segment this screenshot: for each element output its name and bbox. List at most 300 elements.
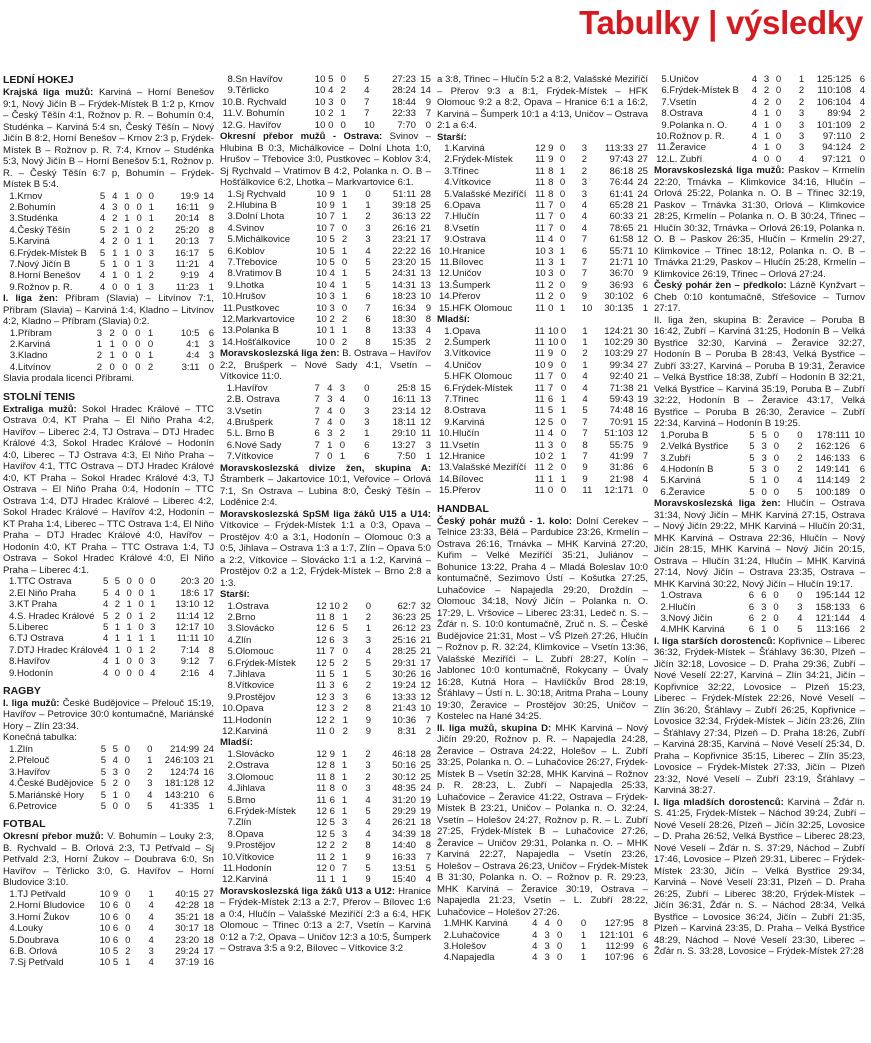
standings-overtime: [354, 257, 365, 268]
standings-team-name: Frýdek-Místek: [235, 805, 296, 817]
standings-losses: 5: [364, 74, 370, 85]
standings-row: [437, 143, 648, 154]
standings-overtime: [137, 946, 148, 957]
standings-wins: 6: [112, 923, 119, 935]
standings-row: [3, 213, 214, 224]
standings-overtime: [572, 417, 582, 428]
standings-team-name: Karviná: [17, 236, 50, 248]
standings-losses: 0: [580, 918, 587, 930]
results-text: Kopřivnice – Liberec 36:32, Frýdek-Místek – Šťáhlavy 36:30, Plzeň – Jičín 32:18, Lovosice – D. Praha 29:36, Zubří – Nové Veselí 22:27, Karviná – Zlín 34:21, Jičín – Kopřivnice 32:22, Lovosice – Plzeň 15:23, Liberec – Frýdek-Místek 22:26, Nové Veselí – Zlín 36:20, Šťáhlavy – Zubří 26:25, Kopřivnice – Lovosice 32:34, Frýdek-Místek – Jičín 23:26, Zlín – Šťáhlavy 27:34, Plzeň – D. Praha 18:26, Zubří – Karviná 28:35, Karviná – Nové Veselí 25:34, D. Praha – Kopřivnice 35:15, Liberec – Zlín 35:23, Lovosice – Frýdek-Místek 27:33, Jičín – Plzeň 23:32, Nové Veselí – Zubří 23:19, Šťáhlavy – Karviná 38:27.: [654, 635, 865, 797]
standings-score: 178:111: [816, 429, 850, 441]
standings-games: 11: [535, 177, 545, 189]
standings-overtime: [572, 440, 582, 451]
competition-name: Moravskoslezská liga žáků U13 a U12:: [220, 885, 396, 897]
standings-wins: 6: [329, 794, 335, 806]
standings-losses: 3: [365, 634, 372, 646]
standings-row: [3, 576, 214, 587]
standings-rank: 1.: [444, 325, 453, 337]
standings-draws: 1: [126, 599, 132, 611]
standings-wins: 4: [547, 428, 554, 440]
results-text: II. liga žen, skupina B: Žeravice – Poruba B 16:42, Zubří – Karviná 31:25, Hodonín B – Velká Bystřice 32:30, Karviná – Žeravice 32:27, Hodonín B – Poruba B 28:43, Velká Bystřice – Zubří 33:27, Karviná – Poruba B 19:31, Žeravice – Velká Bystřice 18:38, Zubří – Hodonín B 32:21, Velká Bystřice – Karviná 35:19, Poruba B – Zubří 32:22, Hodonín B – Žeravice 43:17, Velká Bystřice – Poruba B 26:30, Žeravice – Zubří 22:34, Karviná – Hodonín B 19:25.: [654, 314, 865, 430]
results-paragraph: [437, 723, 648, 919]
standings-team-name: MHK Karviná: [668, 624, 725, 636]
standings-row: [220, 189, 431, 200]
standings-row: [3, 350, 214, 361]
standings-team-name: Uničov: [452, 268, 482, 280]
standings-points: 5: [425, 863, 431, 874]
standings-draws: 0: [775, 74, 782, 85]
standings-row: [654, 590, 865, 601]
standings-row: [437, 337, 648, 348]
standings-draws: 1: [340, 108, 346, 120]
standings-team-name: Pustkovec: [235, 302, 280, 314]
standings-losses: 3: [148, 258, 154, 270]
competition-name: I. liga mužů:: [3, 697, 60, 709]
standings-games: 12: [316, 634, 327, 646]
standings-overtime: [786, 464, 797, 475]
standings-row: [437, 154, 648, 165]
standings-rank: 12.: [222, 119, 236, 131]
standings-team-name: Český Těšín: [17, 224, 71, 236]
standings-games: 10: [314, 85, 326, 97]
standings-team-name: Vítkovice: [234, 451, 274, 463]
standings-score: 13:27: [391, 439, 416, 451]
standings-rank: 2.: [9, 900, 18, 912]
results-paragraph: [3, 404, 214, 577]
standings-team-name: Frýdek-Místek: [235, 657, 296, 669]
standings-wins: 1: [114, 656, 121, 668]
standings-points: 25: [420, 760, 431, 772]
standings-wins: 4: [112, 190, 118, 202]
standings-games: 11: [316, 783, 327, 795]
standings-losses: 4: [148, 911, 154, 923]
standings-score: 23:20: [175, 934, 200, 946]
standings-points: 25: [420, 199, 431, 211]
standings-overtime: [572, 211, 582, 222]
standings-wins: 9: [329, 188, 335, 200]
standings-points: 6: [859, 601, 865, 613]
standings-wins: 3: [329, 291, 335, 303]
standings-row: [220, 840, 431, 851]
standings-rank: 5.: [444, 188, 453, 200]
standings-team-name: Liberec: [16, 621, 49, 633]
standings-points: 13: [420, 394, 431, 406]
standings-overtime: [354, 795, 365, 806]
standings-losses: 6: [364, 439, 370, 451]
standings-draws: 0: [559, 154, 566, 166]
standings-score: 61:41: [609, 188, 634, 200]
standings-team-name: Dolní Lhota: [235, 211, 285, 223]
standings-rank: 12.: [656, 153, 670, 165]
standings-games: 12: [316, 657, 327, 669]
standings-rank: 4.: [443, 952, 452, 964]
standings-rank: 7.: [227, 817, 236, 829]
standings-score: 22:22: [392, 245, 417, 257]
standings-row: [220, 223, 431, 234]
standings-score: 29:29: [392, 805, 416, 817]
standings-losses: 8: [365, 703, 372, 715]
standings-games: 4: [751, 131, 758, 143]
standings-team-name: Ostrava: [235, 600, 269, 612]
standings-losses: 7: [582, 416, 588, 428]
standings-row: [220, 120, 431, 131]
standings-games: 11: [535, 257, 545, 269]
standings-points: 2: [425, 336, 431, 348]
standings-score: 55:75: [609, 439, 634, 451]
standings-rank: 2.: [9, 201, 18, 213]
results-text: Svinov – Hlubina B 0:3, Michálkovice – Dolní Lhota 1:0, Hrušov – Třebovice 3:0, Pustkovec – Koblov 3:4, Sj Rychvald – Vratimov B 4:2, Polanka n. O. B – Hošťálkovice 6:2, Lhotka – Markvartovice 6:1.: [220, 131, 431, 189]
table-subheading: Starší:: [220, 589, 250, 601]
standings-overtime: [355, 658, 366, 669]
standings-row: [220, 291, 431, 302]
standings-wins: 6: [329, 805, 335, 817]
standings-score: 21:71: [609, 257, 634, 269]
standings-games: 10: [316, 302, 327, 314]
standings-overtime: [136, 755, 147, 766]
standings-games: 10: [316, 268, 327, 280]
standings-wins: 3: [329, 703, 335, 715]
standings-row: [437, 303, 648, 314]
standings-rank: 8.: [444, 405, 453, 417]
standings-row: [220, 635, 431, 646]
standings-table: [3, 576, 214, 679]
standings-wins: 5: [329, 828, 335, 840]
standings-row: [3, 935, 214, 946]
standings-table: [220, 383, 431, 463]
standings-losses: 3: [150, 621, 156, 633]
standings-draws: 0: [773, 486, 780, 498]
standings-overtime: [786, 590, 797, 601]
standings-score: 13:33: [392, 325, 417, 337]
standings-score: 20:14: [175, 213, 200, 225]
standings-rank: 9.: [444, 416, 453, 428]
standings-wins: 1: [112, 258, 118, 270]
standings-draws: 0: [559, 188, 566, 200]
standings-games: 4: [99, 201, 106, 213]
standings-row: [3, 248, 214, 259]
standings-row: [220, 795, 431, 806]
standings-row: [654, 430, 865, 441]
standings-overtime: [572, 291, 582, 302]
standings-team-name: Havířov: [17, 766, 50, 778]
standings-rank: 14.: [438, 473, 453, 485]
standings-rank: 6.: [9, 945, 18, 957]
standings-wins: 2: [329, 314, 335, 325]
column-2: [220, 74, 431, 1041]
standings-team-name: Žeravice: [669, 142, 706, 154]
standings-row: [3, 923, 214, 934]
standings-score: 107:96: [604, 952, 634, 964]
standings-games: 5: [749, 475, 755, 487]
standings-games: 11: [534, 394, 545, 406]
standings-games: 12: [316, 863, 327, 874]
standings-losses: 1: [580, 941, 587, 952]
standings-points: 8: [208, 644, 214, 656]
standings-games: 4: [99, 236, 106, 248]
standings-rank: 7.: [227, 256, 236, 268]
standings-overtime: [572, 234, 582, 245]
standings-overtime: [572, 360, 582, 371]
standings-row: [437, 952, 648, 963]
standings-draws: 0: [122, 350, 128, 362]
standings-team-name: Rožnov p. R.: [17, 281, 73, 293]
standings-team-name: Havířov: [16, 656, 50, 668]
standings-draws: 0: [124, 281, 130, 293]
standings-wins: 1: [763, 119, 770, 131]
standings-wins: 1: [327, 439, 333, 451]
standings-draws: 0: [775, 153, 782, 165]
standings-score: 11:11: [176, 633, 200, 645]
standings-team-name: Vsetín: [452, 222, 480, 234]
standings-losses: 5: [365, 268, 371, 280]
standings-losses: 9: [581, 291, 588, 303]
standings-team-name: Karviná: [235, 874, 268, 886]
standings-team-name: L. Brno B: [234, 428, 275, 440]
standings-games: 10: [99, 945, 111, 957]
standings-row: [220, 612, 431, 623]
standings-draws: 0: [124, 789, 130, 801]
standings-rank: 2.: [443, 929, 452, 941]
standings-row: [220, 74, 431, 85]
standings-overtime: [354, 817, 365, 828]
standings-team-name: Opava: [235, 703, 264, 715]
standings-team-name: Vsetín: [669, 96, 697, 108]
standings-games: 11: [535, 211, 545, 223]
standings-row: [437, 223, 648, 234]
standings-row: [3, 191, 214, 202]
standings-losses: 1: [364, 428, 370, 440]
standings-rank: 10.: [222, 96, 236, 108]
standings-games: 5: [99, 247, 106, 259]
standings-wins: 7: [547, 382, 554, 394]
standings-wins: 4: [114, 587, 121, 599]
standings-table: [654, 74, 865, 165]
standings-points: 7: [425, 108, 431, 120]
standings-overtime: [354, 223, 365, 234]
standings-draws: 1: [341, 760, 348, 772]
standings-losses: 2: [798, 85, 805, 97]
standings-table: [220, 601, 431, 738]
standings-row: [3, 339, 214, 350]
page-masthead-title: Tabulky | výsledky: [579, 4, 863, 41]
standings-draws: 1: [341, 874, 348, 886]
standings-rank: 4.: [660, 624, 669, 636]
standings-draws: 1: [559, 165, 566, 177]
standings-games: 4: [102, 656, 109, 668]
standings-draws: 0: [559, 279, 566, 291]
standings-overtime: [137, 889, 148, 900]
standings-overtime: [136, 767, 147, 778]
standings-team-name: Polanka n. O.: [669, 119, 728, 131]
results-text: Lázně Kynžvart – Cheb 0:10 kontumačně, Střešovice – Turnov 27:17.: [654, 280, 865, 315]
standings-score: 18:11: [392, 416, 416, 428]
standings-team-name: L. Zubří: [669, 153, 703, 165]
standings-draws: 1: [125, 957, 131, 969]
standings-row: [220, 863, 431, 874]
standings-rank: 1.: [227, 748, 236, 760]
standings-points: 1: [642, 302, 648, 314]
standings-draws: 0: [122, 339, 128, 351]
standings-wins: 1: [763, 131, 770, 143]
standings-overtime: [352, 428, 364, 439]
results-columns: [3, 74, 869, 1041]
standings-games: 10: [316, 336, 327, 348]
standings-points: 2: [859, 119, 865, 131]
standings-games: 10: [316, 211, 327, 223]
standings-losses: 3: [148, 281, 154, 293]
standings-rank: 1.: [9, 327, 18, 339]
standings-games: 11: [534, 405, 545, 417]
standings-score: 158:133: [815, 601, 850, 613]
standings-team-name: Nový Jičín B: [17, 258, 71, 270]
standings-draws: 1: [341, 805, 348, 817]
standings-losses: 1: [582, 325, 588, 337]
standings-overtime: [788, 108, 799, 119]
standings-points: 6: [208, 327, 214, 339]
standings-losses: 9: [365, 851, 371, 863]
standings-games: 11: [535, 234, 545, 246]
standings-team-name: Ostrava: [669, 108, 703, 120]
standings-row: [654, 85, 865, 96]
standings-points: 27: [203, 888, 214, 900]
standings-team-name: Karviná: [452, 143, 485, 154]
standings-score: 15:40: [392, 874, 416, 886]
standings-games: 5: [100, 778, 107, 790]
standings-score: 30:102: [604, 291, 634, 303]
standings-score: 13:10: [175, 599, 200, 611]
standings-draws: 3: [342, 634, 348, 646]
standings-row: [220, 257, 431, 268]
standings-score: 4:4: [186, 350, 200, 362]
standings-team-name: Michálkovice: [235, 234, 291, 246]
standings-row: [3, 912, 214, 923]
standings-wins: 3: [761, 441, 767, 453]
standings-rank: 2.: [660, 601, 669, 613]
standings-wins: 8: [329, 783, 335, 795]
standings-losses: 8: [365, 840, 371, 852]
results-text: Hlučín – Ostrava 31:34, Nový Jičín – MHK Karviná 27:15, Ostrava – Nový Jičín 29:22, MHK Karviná – Hlučín 20:31, MHK Karviná – Ostrava 22:36, Hlučín – Nový Jičín 28:15, MHK Karviná – Nový Jičín 20:15, Ostrava – Hlučín 31:24, Hlučín – MHK Karviná 27:14, Nový Jičín – Ostrava 23:35, Ostrava – MHK Karviná 30:22, Nový Jičín – Hlučín 19:17.: [654, 498, 865, 590]
standings-draws: 0: [126, 576, 132, 588]
standings-draws: 0: [559, 211, 566, 223]
standings-rank: 2.: [227, 760, 236, 772]
standings-rank: 8.: [227, 680, 236, 692]
standings-games: 5: [749, 429, 755, 441]
standings-draws: 0: [124, 270, 130, 282]
standings-wins: 1: [112, 247, 118, 259]
standings-draws: 0: [125, 934, 131, 946]
competition-name: Moravskoslezská liga žen:: [220, 348, 340, 360]
standings-team-name: Hlučín: [452, 211, 480, 223]
standings-wins: 1: [109, 339, 115, 351]
standings-score: 30:12: [392, 771, 416, 783]
standings-team-name: Prostějov: [235, 840, 276, 852]
standings-row: [220, 680, 431, 691]
standings-wins: 7: [329, 222, 335, 234]
standings-rank: 3.: [660, 452, 669, 464]
standings-row: [220, 440, 431, 451]
standings-draws: 1: [341, 325, 348, 337]
standings-draws: 0: [560, 371, 567, 383]
standings-games: 5: [102, 621, 109, 633]
standings-wins: 3: [761, 452, 767, 464]
standings-overtime: [788, 97, 799, 108]
standings-team-name: Napajedla: [451, 952, 495, 964]
standings-draws: 1: [341, 268, 348, 280]
standings-rank: 2.: [9, 339, 18, 351]
standings-draws: 1: [124, 224, 130, 236]
standings-team-name: Bohumín: [17, 201, 56, 213]
standings-losses: 1: [148, 201, 154, 213]
standings-losses: 4: [581, 200, 588, 212]
standings-draws: 0: [125, 888, 131, 900]
standings-score: 112:99: [605, 941, 634, 952]
standings-rank: 1.: [9, 888, 18, 900]
standings-score: 36:93: [609, 279, 634, 291]
standings-draws: 0: [125, 923, 131, 935]
standings-score: 24:31: [392, 268, 417, 280]
standings-wins: 4: [548, 234, 554, 246]
standings-score: 74:48: [609, 405, 634, 417]
standings-rank: 12.: [222, 314, 236, 325]
standings-team-name: HFK Olomouc: [452, 371, 513, 383]
standings-losses: 2: [797, 452, 803, 464]
standings-points: 28: [420, 188, 431, 200]
standings-games: 10: [314, 96, 326, 108]
standings-row: [654, 97, 865, 108]
standings-losses: 4: [148, 923, 154, 935]
standings-games: 11: [535, 188, 545, 200]
standings-score: 28:25: [392, 646, 417, 658]
standings-overtime: [136, 801, 147, 812]
results-text: Slavia prodala licenci Příbrami.: [3, 373, 135, 385]
standings-draws: 2: [341, 840, 348, 852]
standings-losses: 2: [581, 154, 588, 166]
standings-overtime: [572, 246, 582, 257]
standings-score: 76:44: [609, 177, 634, 189]
standings-wins: 1: [763, 108, 770, 120]
standings-wins: 0: [114, 667, 121, 679]
standings-losses: 3: [364, 416, 370, 428]
standings-row: [220, 669, 431, 680]
standings-wins: 8: [548, 177, 554, 189]
standings-draws: 0: [559, 291, 566, 303]
standings-team-name: Hodonín B: [668, 463, 714, 475]
standings-wins: 3: [327, 428, 333, 440]
standings-games: 6: [748, 624, 755, 636]
standings-score: 55:71: [609, 245, 634, 257]
standings-games: 10: [99, 911, 111, 923]
standings-draws: 0: [560, 337, 567, 348]
standings-score: 50:16: [392, 760, 416, 772]
standings-rank: 3.: [9, 911, 18, 923]
standings-points: 16: [637, 405, 648, 417]
standings-draws: 0: [339, 439, 345, 451]
standings-overtime: [572, 451, 582, 462]
standings-team-name: Karviná: [668, 475, 701, 487]
standings-losses: 3: [797, 601, 803, 613]
standings-losses: 7: [581, 234, 588, 246]
standings-wins: 3: [329, 691, 335, 703]
standings-games: 10: [535, 268, 546, 280]
standings-games: 10: [534, 359, 546, 371]
standings-rank: 6.: [444, 382, 453, 394]
standings-overtime: [354, 806, 365, 817]
competition-name: II. liga mužů, skupina D:: [437, 722, 552, 734]
standings-score: 100:189: [815, 486, 850, 498]
standings-games: 12: [316, 623, 327, 635]
standings-draws: 5: [342, 623, 348, 635]
standings-row: [437, 918, 648, 929]
